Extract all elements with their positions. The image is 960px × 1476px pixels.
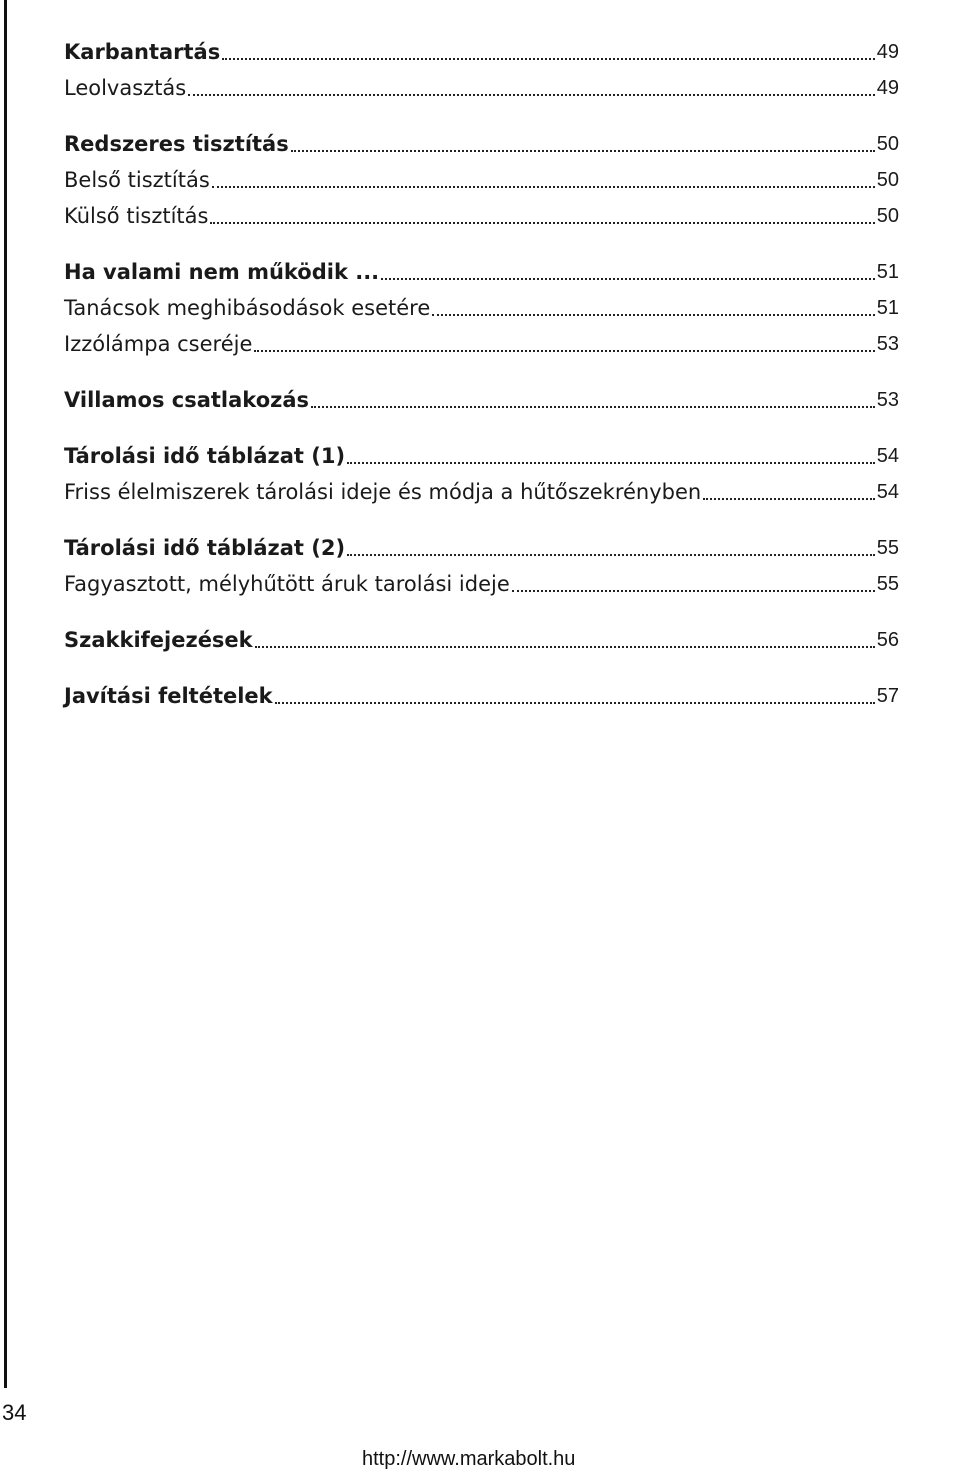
toc-entry-title: Karbantartás (64, 40, 221, 64)
toc-entry-page: 54 (876, 481, 899, 503)
toc-entry-page: 49 (876, 41, 899, 63)
toc-entry[interactable] (64, 126, 899, 162)
toc-entry[interactable] (64, 566, 899, 602)
footer-url[interactable]: http://www.markabolt.hu (362, 1448, 576, 1470)
toc-entry-title: Leolvasztás (64, 76, 187, 100)
toc-entry-title: Tárolási idő táblázat (2) (64, 536, 346, 560)
toc-entry[interactable] (64, 198, 899, 234)
toc-entry[interactable] (64, 34, 899, 70)
toc-entry-page: 55 (876, 537, 899, 559)
toc-entry-title: Villamos csatlakozás (64, 388, 310, 412)
toc-entry-title: Külső tisztítás (64, 204, 209, 228)
toc-entry-page: 51 (876, 297, 899, 319)
toc-entry[interactable] (64, 530, 899, 566)
section-gap (64, 418, 899, 438)
section-gap (64, 602, 899, 622)
toc-entry-page: 53 (876, 333, 899, 355)
toc-leader-dots (291, 126, 875, 162)
toc-entry-title: Fagyasztott, mélyhűtött áruk tarolási ideje (64, 572, 510, 596)
toc-leader-dots (212, 162, 875, 198)
toc-entry-page: 53 (876, 389, 899, 411)
toc-entry-page: 55 (876, 573, 899, 595)
section-gap (64, 106, 899, 126)
toc-entry[interactable] (64, 162, 899, 198)
section-gap (64, 658, 899, 678)
toc-entry-title: Izzólámpa cseréje (64, 332, 253, 356)
toc-leader-dots (275, 678, 875, 714)
toc-leader-dots (254, 326, 874, 362)
toc-entry-title: Redszeres tisztítás (64, 132, 289, 156)
toc-entry-page: 49 (876, 77, 899, 99)
toc-leader-dots (347, 438, 875, 474)
toc-entry-page: 50 (876, 205, 899, 227)
toc-entry[interactable] (64, 326, 899, 362)
left-margin-rule (4, 0, 7, 1388)
toc-leader-dots (432, 290, 874, 326)
toc-entry[interactable] (64, 622, 899, 658)
toc-leader-dots (210, 198, 874, 234)
toc-entry[interactable] (64, 474, 899, 510)
toc-entry[interactable] (64, 382, 899, 418)
toc-entry[interactable] (64, 678, 899, 714)
toc-leader-dots (347, 530, 875, 566)
toc-entry-title: Javítási feltételek (64, 684, 273, 708)
toc-entry-title: Ha valami nem működik ... (64, 260, 380, 284)
toc-entry-page: 56 (876, 629, 899, 651)
toc-entry-title: Belső tisztítás (64, 168, 210, 192)
toc-leader-dots (255, 622, 875, 658)
toc-entry-title: Tanácsok meghibásodások esetére (64, 296, 431, 320)
section-gap (64, 362, 899, 382)
page-number: 34 (2, 1400, 27, 1425)
toc-entry[interactable] (64, 70, 899, 106)
toc-entry-page: 54 (876, 445, 899, 467)
toc-entry-page: 51 (876, 261, 899, 283)
toc-entry[interactable] (64, 254, 899, 290)
toc-entry-title: Szakkifejezések (64, 628, 253, 652)
section-gap (64, 234, 899, 254)
toc-entry-title: Friss élelmiszerek tárolási ideje és módja a hűtőszekrényben (64, 480, 702, 504)
toc-entry[interactable] (64, 290, 899, 326)
toc-entry-page: 57 (876, 685, 899, 707)
toc-leader-dots (703, 474, 875, 510)
toc-entry-page: 50 (876, 169, 899, 191)
table-of-contents (64, 34, 899, 714)
toc-entry[interactable] (64, 438, 899, 474)
toc-leader-dots (311, 382, 875, 418)
toc-leader-dots (222, 34, 875, 70)
section-gap (64, 510, 899, 530)
toc-entry-title: Tárolási idő táblázat (1) (64, 444, 346, 468)
toc-leader-dots (381, 254, 875, 290)
toc-leader-dots (512, 566, 875, 602)
toc-entry-page: 50 (876, 133, 899, 155)
toc-leader-dots (188, 70, 875, 106)
